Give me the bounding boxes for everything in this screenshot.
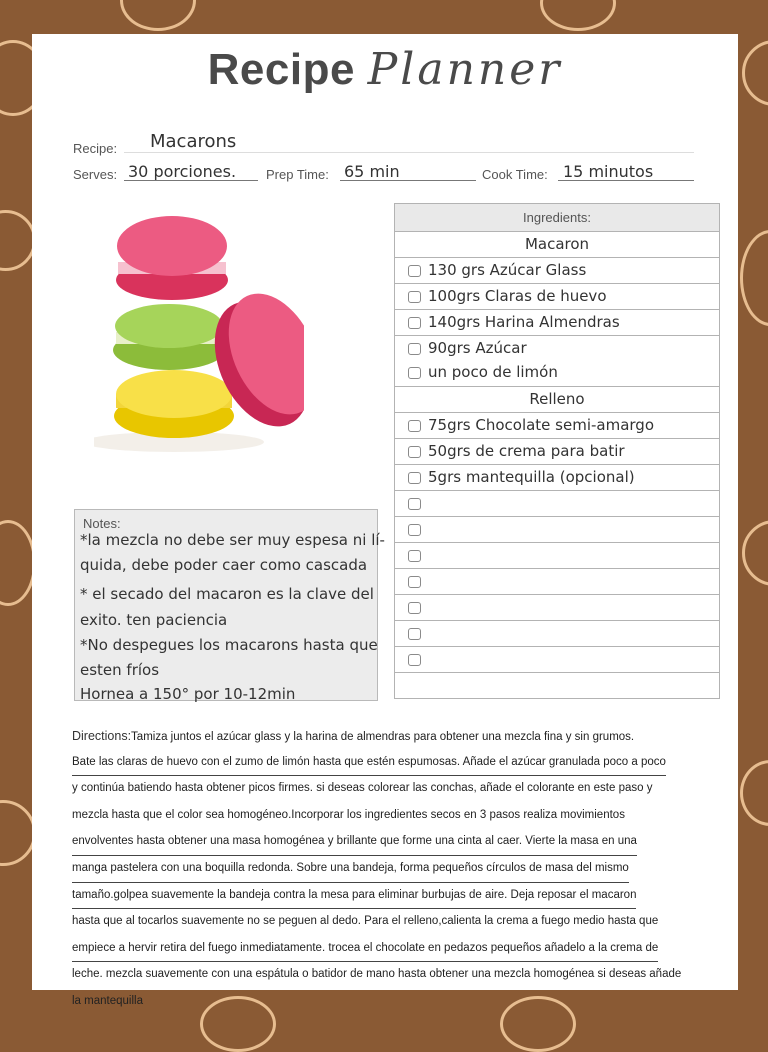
ingredient-checkbox[interactable] [408, 654, 421, 666]
doodle-cupcake-icon [540, 0, 616, 31]
ingredient-row [395, 569, 719, 595]
notes-box[interactable] [74, 509, 385, 703]
serves-field[interactable]: 30 porciones. [128, 162, 237, 181]
doodle-cupcake-icon [740, 230, 768, 326]
directions-label: Directions: [72, 729, 132, 743]
prep-time-underline [340, 180, 476, 181]
directions-line: hasta que al tocarlos suavemente no se peguen al dedo. Para el relleno,calienta la crema a fuego medio hasta que [72, 915, 659, 928]
ingredient-text: 130 grs Azúcar Glass [428, 261, 587, 279]
ingredients-header: Ingredients: [395, 204, 719, 232]
recipe-card [32, 34, 738, 1007]
ingredient-checkbox[interactable] [408, 367, 421, 379]
macarons-photo [94, 204, 304, 454]
ingredient-checkbox[interactable] [408, 550, 421, 562]
title-planner: Planner [367, 44, 563, 95]
prep-time-label: Prep Time: [266, 167, 329, 182]
directions-line: Bate las claras de huevo con el zumo de limón hasta que estén espumosas. Añade el azúcar granulada poco a poco [72, 750, 666, 777]
ingredient-text: 140grs Harina Almendras [428, 313, 620, 331]
notes-line: *No despegues los macarons hasta que [80, 636, 378, 654]
prep-time-field[interactable]: 65 min [344, 162, 400, 181]
ingredient-text: un poco de limón [428, 363, 558, 381]
ingredient-row [395, 465, 719, 491]
ingredient-checkbox[interactable] [408, 317, 421, 329]
ingredient-checkbox[interactable] [408, 498, 421, 510]
ingredient-section [395, 387, 719, 413]
serves-label: Serves: [73, 167, 118, 182]
ingredient-checkbox[interactable] [408, 576, 421, 588]
notes-line: Hornea a 150° por 10-12min [80, 685, 296, 703]
ingredient-text: 50grs de crema para batir [428, 442, 625, 460]
ingredients-table [394, 203, 720, 699]
ingredient-section-label: Macaron [524, 235, 590, 253]
ingredient-row [395, 491, 719, 517]
ingredient-checkbox[interactable] [408, 265, 421, 277]
notes-line: * el secado del macaron es la clave del [80, 585, 374, 603]
ingredient-row [395, 336, 719, 387]
ingredient-checkbox[interactable] [408, 628, 421, 640]
recipe-label: Recipe: [73, 141, 118, 156]
doodle-cake-icon [0, 800, 36, 866]
ingredient-row [395, 284, 719, 310]
directions-line: y continúa batiendo hasta obtener picos firmes. si deseas colorear las conchas, añade el colorante en este paso y [72, 782, 653, 795]
directions-line: envolventes hasta obtener una masa homogénea y brillante que forme una cinta al caer. Vierte la masa en una [72, 829, 637, 856]
cook-time-field[interactable]: 15 minutos [563, 162, 654, 181]
serves-underline [124, 180, 258, 181]
directions-section [72, 724, 748, 1016]
directions-line: empiece a hervir retira del fuego inmediatamente. trocea el chocolate en pedazos pequeños añadelo a la crema de [72, 936, 658, 963]
ingredient-section-label: Relleno [529, 390, 585, 408]
ingredient-row [395, 647, 719, 673]
directions-line: mezcla hasta que el color sea homogéneo.Incorporar los ingredientes secos en 3 pasos realiza movimientos [72, 808, 625, 821]
ingredient-row [395, 413, 719, 439]
directions-line: tamaño.golpea suavemente la bandeja contra la mesa para eliminar burbujas de aire. Deja reposar el macaron [72, 883, 636, 910]
notes-line: exito. ten paciencia [80, 611, 228, 629]
directions-line: la mantequilla [72, 994, 143, 1007]
ingredient-text: 100grs Claras de huevo [428, 287, 607, 305]
ingredient-checkbox[interactable] [408, 446, 421, 458]
title-recipe: Recipe [207, 45, 355, 94]
ingredient-checkbox[interactable] [408, 343, 421, 355]
directions-line: Tamiza juntos el azúcar glass y la harina de almendras para obtener una mezcla fina y sin grumos. [131, 731, 635, 743]
notes-line: *la mezcla no debe ser muy espesa ni lí- [80, 531, 385, 549]
notes-line: esten fríos [80, 661, 160, 679]
ingredient-checkbox[interactable] [408, 420, 421, 432]
ingredient-checkbox[interactable] [408, 602, 421, 614]
recipe-underline [124, 152, 694, 153]
ingredient-text: 5grs mantequilla (opcional) [428, 468, 635, 486]
ingredient-checkbox[interactable] [408, 291, 421, 303]
directions-line: leche. mezcla suavemente con una espátula o batidor de mano hasta obtener una mezcla homogénea si deseas añade [72, 968, 682, 981]
doodle-cake-icon [742, 520, 768, 586]
ingredient-checkbox[interactable] [408, 524, 421, 536]
ingredient-row [395, 543, 719, 569]
ingredient-row [395, 439, 719, 465]
ingredient-row [395, 517, 719, 543]
notes-line: quida, debe poder caer como cascada [80, 556, 368, 574]
ingredient-row [395, 258, 719, 284]
ingredient-row [395, 621, 719, 647]
notes-label: Notes: [83, 516, 121, 531]
doodle-donut-icon [742, 40, 768, 106]
ingredient-text: 75grs Chocolate semi-amargo [428, 416, 655, 434]
cook-time-label: Cook Time: [482, 167, 548, 182]
doodle-cake-icon [120, 0, 196, 31]
directions-line: manga pastelera con una boquilla redonda. Sobre una bandeja, forma pequeños círculos de masa del mismo [72, 856, 629, 883]
cook-time-underline [558, 180, 694, 181]
ingredient-text: 90grs Azúcar [428, 339, 527, 357]
doodle-donut-icon [0, 210, 36, 271]
page-title [32, 44, 738, 95]
ingredient-checkbox[interactable] [408, 472, 421, 484]
ingredient-row [395, 673, 719, 698]
ingredient-row [395, 595, 719, 621]
recipe-name-field[interactable]: Macarons [150, 131, 237, 152]
doodle-cupcake-icon [0, 520, 36, 606]
ingredient-section [395, 232, 719, 258]
ingredient-row [395, 310, 719, 336]
